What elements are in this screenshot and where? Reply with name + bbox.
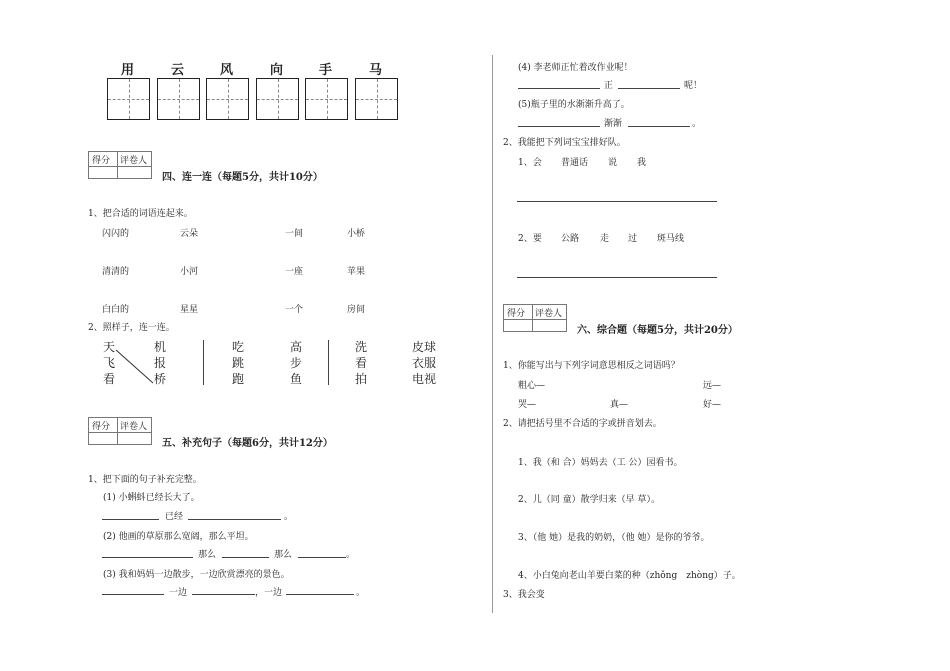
match-col-3: 吃 跳 跑 <box>232 340 245 386</box>
list-item: 一个 <box>285 305 304 315</box>
blank-line[interactable] <box>628 126 690 127</box>
blank-line[interactable] <box>102 594 164 595</box>
section-6-title: 六、综合题（每题5分，共计20分） <box>577 325 738 336</box>
blank-line[interactable] <box>188 519 281 520</box>
column-divider <box>492 55 493 613</box>
blank-line[interactable] <box>518 126 600 127</box>
list-item: 一间 <box>285 229 304 239</box>
character-label: 风 <box>220 63 234 78</box>
match-col-4: 高 步 鱼 <box>290 340 303 386</box>
blank-line[interactable] <box>286 594 354 595</box>
match-col-6: 皮球 衣服 电视 <box>412 340 437 386</box>
s5: (5)瓶子里的水渐渐升高了。 <box>518 100 630 110</box>
character-label: 向 <box>270 63 284 78</box>
divider <box>328 340 329 385</box>
sec4-q2: 2、照样子，连一连。 <box>88 323 175 333</box>
match-col-1: 天 飞 看 <box>103 340 116 386</box>
blank-line[interactable] <box>298 557 346 558</box>
match-col-2: 机 报 桥 <box>154 340 167 386</box>
list-item: 一座 <box>285 267 304 277</box>
answer-line[interactable] <box>517 277 717 278</box>
s4: (4) 李老师正忙着改作业呢！ <box>518 63 633 73</box>
sec5-s1: (1) 小蝌蚪已经长大了。 <box>103 493 200 503</box>
list-item: 苹果 <box>347 267 366 277</box>
character-label: 手 <box>319 63 333 78</box>
list-item: 小河 <box>180 267 199 277</box>
blank-line[interactable] <box>222 557 269 558</box>
answer-line[interactable] <box>517 201 717 202</box>
blank-line[interactable] <box>192 594 255 595</box>
score-box: 得分 评卷人 <box>503 304 567 332</box>
sec5-s3: (3) 我和妈妈一边散步，一边欣赏漂亮的景色。 <box>103 570 290 580</box>
blank-line[interactable] <box>102 519 159 520</box>
character-label: 马 <box>369 63 383 78</box>
sec4-q1: 1、把合适的词语连起来。 <box>88 209 193 219</box>
list-item: 小桥 <box>347 229 366 239</box>
blank-line[interactable] <box>518 88 600 89</box>
sec5-s2: (2) 他画的草原那么宽阔，那么平坦。 <box>103 532 254 542</box>
score-box: 得分 评卷人 <box>88 417 152 445</box>
score-label: 得分 <box>92 156 111 166</box>
character-label: 用 <box>121 63 135 78</box>
list-item: 星星 <box>180 305 199 315</box>
list-item: 闪闪的 <box>102 229 130 239</box>
section-4-title: 四、连一连（每题5分，共计10分） <box>162 172 323 183</box>
list-item: 白白的 <box>102 305 130 315</box>
match-col-5: 洗 看 拍 <box>355 340 368 386</box>
section-5-title: 五、补充句子（每题6分，共计12分） <box>162 438 333 449</box>
list-item: 房间 <box>347 305 366 315</box>
reviewer-label: 评卷人 <box>120 156 148 166</box>
sec5-q1: 1、把下面的句子补充完整。 <box>88 475 202 485</box>
blank-line[interactable] <box>102 557 193 558</box>
right-q2: 2、我能把下列词宝宝排好队。 <box>503 138 626 148</box>
character-label: 云 <box>171 63 185 78</box>
list-item: 云朵 <box>180 229 199 239</box>
list-item: 清清的 <box>102 267 130 277</box>
blank-line[interactable] <box>618 88 680 89</box>
divider <box>203 340 204 385</box>
